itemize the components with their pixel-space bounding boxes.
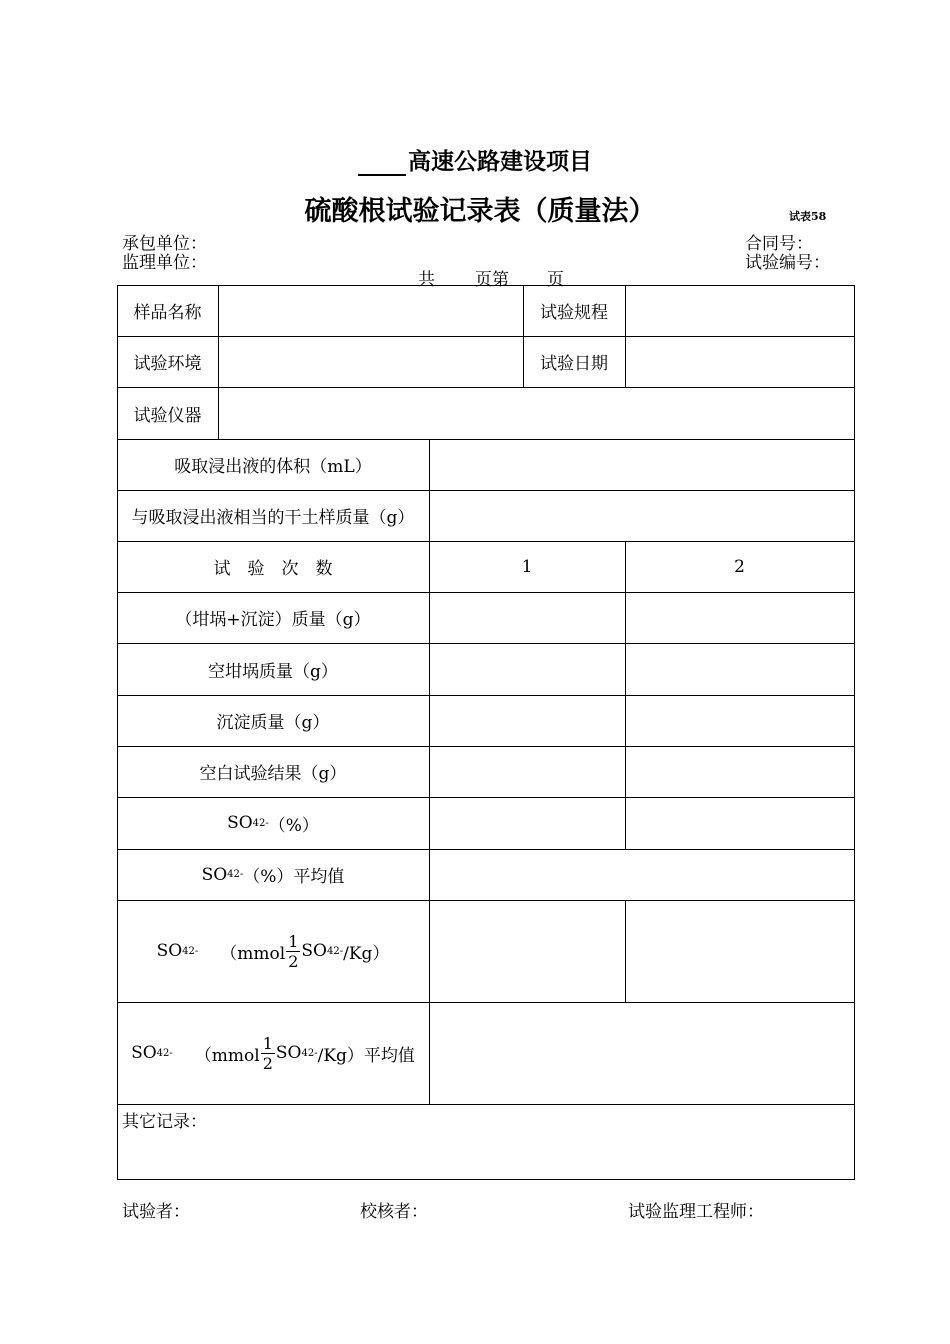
test-date-label: 试验日期 bbox=[540, 354, 608, 374]
test-date-field[interactable] bbox=[625, 336, 854, 387]
test-instrument-field[interactable] bbox=[218, 387, 854, 439]
trial-2-header: 2 bbox=[734, 556, 745, 577]
project-title: 高速公路建设项目 bbox=[0, 143, 950, 176]
dry-soil-mass-field[interactable] bbox=[429, 490, 854, 541]
test-no-label: 试验编号： bbox=[745, 253, 830, 273]
dry-soil-mass-label: 与吸取浸出液相当的干土样质量（g） bbox=[131, 508, 415, 528]
form-code: 试表58 bbox=[789, 210, 827, 223]
so4-mmol-trial-1[interactable] bbox=[429, 900, 625, 1002]
contractor-label: 承包单位： bbox=[122, 234, 207, 254]
page-counter: 共 页第 页 bbox=[418, 270, 564, 290]
sample-name-field[interactable] bbox=[218, 285, 523, 336]
precip-mass-label: 沉淀质量（g） bbox=[216, 713, 330, 733]
so4-mmol-trial-2[interactable] bbox=[625, 900, 854, 1002]
so4-mmol-avg-label: SO 4 2- （mmol $\frac{1}{2}$ SO 4 2- /Kg）平均值 bbox=[131, 1033, 415, 1073]
blank-result-label: 空白试验结果（g） bbox=[199, 764, 347, 784]
trial-1-header: 1 bbox=[521, 556, 533, 577]
precip-mass-trial-2[interactable] bbox=[625, 695, 854, 746]
test-env-label: 试验环境 bbox=[133, 354, 202, 374]
project-name-blank[interactable] bbox=[358, 152, 406, 176]
extract-volume-label: 吸取浸出液的体积（mL） bbox=[174, 457, 372, 477]
so4-percent-avg-label: SO 4 2- （%）平均值 bbox=[201, 864, 345, 887]
crucible-precip-mass-trial-2[interactable] bbox=[625, 592, 854, 643]
checker-label: 校核者： bbox=[360, 1202, 428, 1222]
trial-count-label: 试 验 次 数 bbox=[213, 559, 333, 579]
crucible-precip-mass-label: （坩埚+沉淀）质量（g） bbox=[175, 610, 371, 630]
extract-volume-field[interactable] bbox=[429, 439, 854, 490]
blank-result-trial-1[interactable] bbox=[429, 746, 625, 797]
other-records-label: 其它记录： bbox=[122, 1112, 207, 1132]
fraction-half: $\frac{1}{2}$ bbox=[288, 931, 299, 971]
blank-result-trial-2[interactable] bbox=[625, 746, 854, 797]
empty-crucible-mass-label: 空坩埚质量（g） bbox=[208, 661, 338, 682]
test-env-field[interactable] bbox=[218, 336, 523, 387]
tester-label: 试验者： bbox=[122, 1202, 190, 1222]
so4-mmol-label: SO 4 2- （mmol $\frac{1}{2}$ SO 4 2- /Kg） bbox=[156, 931, 390, 971]
record-table bbox=[117, 285, 855, 1180]
supervisor-engineer-label: 试验监理工程师： bbox=[628, 1202, 764, 1222]
so4-mmol-avg-field[interactable] bbox=[429, 1002, 854, 1104]
crucible-precip-mass-trial-1[interactable] bbox=[429, 592, 625, 643]
contract-no-label: 合同号： bbox=[745, 234, 813, 254]
empty-crucible-mass-trial-1[interactable] bbox=[429, 643, 625, 695]
so4-percent-trial-2[interactable] bbox=[625, 797, 854, 849]
form-title: 硫酸根试验记录表（质量法） bbox=[304, 196, 656, 227]
test-spec-label: 试验规程 bbox=[540, 303, 608, 323]
test-instrument-label: 试验仪器 bbox=[133, 405, 202, 426]
sample-name-label: 样品名称 bbox=[133, 303, 202, 323]
supervisor-label: 监理单位： bbox=[122, 253, 207, 273]
so4-percent-trial-1[interactable] bbox=[429, 797, 625, 849]
so4-percent-label: SO 4 2- （%） bbox=[227, 813, 319, 836]
fraction-half: $\frac{1}{2}$ bbox=[262, 1033, 273, 1073]
so4-percent-avg-field[interactable] bbox=[429, 849, 854, 900]
precip-mass-trial-1[interactable] bbox=[429, 695, 625, 746]
other-records-field[interactable] bbox=[118, 1130, 853, 1178]
empty-crucible-mass-trial-2[interactable] bbox=[625, 643, 854, 695]
test-spec-field[interactable] bbox=[625, 285, 854, 336]
